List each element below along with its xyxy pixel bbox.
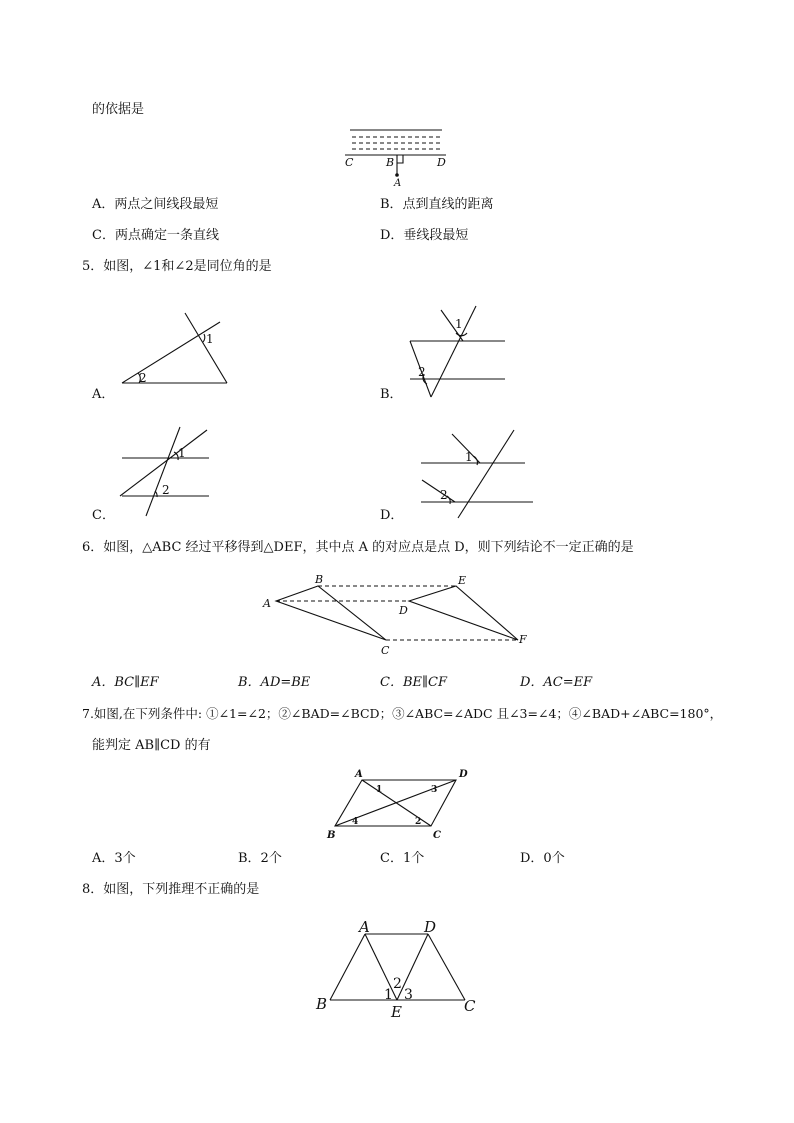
q5-figure-d <box>421 430 533 518</box>
q6-option-b[interactable]: B．AD=BE <box>238 675 311 690</box>
q5c-angle-1: 1 <box>178 446 186 460</box>
q5-option-c[interactable]: C． <box>92 508 115 523</box>
q7-label-b: B <box>327 830 336 841</box>
q4-option-d[interactable]: D．垂线段最短 <box>380 228 469 243</box>
q4-label-b: B <box>386 156 395 169</box>
q5-figure-a <box>122 313 227 385</box>
q4-option-c[interactable]: C．两点确定一条直线 <box>92 228 219 243</box>
q5-figure-b <box>410 306 505 397</box>
q4-option-b[interactable]: B．点到直线的距离 <box>380 197 494 212</box>
q5a-angle-1: 1 <box>206 332 214 346</box>
q8-angle-2: 2 <box>393 976 402 992</box>
q7-label-c: C <box>433 830 441 841</box>
q8-stem: 8．如图，下列推理不正确的是 <box>82 882 260 897</box>
q5c-angle-2: 2 <box>162 483 170 497</box>
q4-label-c: C <box>345 156 354 169</box>
q5a-angle-2: 2 <box>139 371 147 385</box>
q8-label-d: D <box>424 918 437 936</box>
q6-option-c[interactable]: C．BE∥CF <box>380 675 447 690</box>
q7-angle-4: 4 <box>352 817 359 827</box>
q5d-angle-2: 2 <box>440 488 448 502</box>
q8-label-b: B <box>316 995 328 1013</box>
q4-label-d: D <box>437 156 446 169</box>
q7-angle-1: 1 <box>376 785 383 795</box>
q7-label-a: A <box>355 769 363 780</box>
q6-label-e: E <box>458 574 467 587</box>
q5b-angle-2: 2 <box>418 365 426 379</box>
q6-label-f: F <box>519 633 527 646</box>
q7-stem: 7.如图,在下列条件中: ①∠1=∠2；②∠BAD=∠BCD；③∠ABC=∠ADC 且∠3=∠4；④∠BAD+∠ABC=180°， <box>82 706 723 721</box>
q4-option-a[interactable]: A．两点之间线段最短 <box>92 197 219 212</box>
q7-option-a[interactable]: A．3个 <box>92 851 136 866</box>
q6-stem: 6．如图，△ABC 经过平移得到△DEF，其中点 A 的对应点是点 D，则下列结论不一定正确的是 <box>82 540 634 555</box>
q5d-angle-1: 1 <box>465 450 473 464</box>
q6-label-c: C <box>381 644 390 657</box>
q8-label-e: E <box>391 1003 402 1021</box>
q7-angle-3: 3 <box>431 785 438 795</box>
q7-option-c[interactable]: C．1个 <box>380 851 425 866</box>
q6-option-a[interactable]: A．BC∥EF <box>92 675 159 690</box>
q5-figure-c <box>120 427 209 516</box>
q6-label-d: D <box>399 604 408 617</box>
q4-stem-tail: 的依据是 <box>92 102 145 117</box>
q7-option-b[interactable]: B．2个 <box>238 851 282 866</box>
q8-angle-3: 3 <box>404 987 413 1003</box>
q8-label-a: A <box>359 918 370 936</box>
q6-option-d[interactable]: D．AC=EF <box>520 675 593 690</box>
q5-option-b[interactable]: B． <box>380 387 403 402</box>
q5-option-a[interactable]: A． <box>92 387 115 402</box>
q5-option-d[interactable]: D． <box>380 508 404 523</box>
q8-angle-1: 1 <box>384 987 393 1003</box>
q7-label-d: D <box>459 769 468 780</box>
q6-label-b: B <box>315 573 324 586</box>
q5b-angle-1: 1 <box>455 317 463 331</box>
q7-option-d[interactable]: D．0个 <box>520 851 565 866</box>
q7-angle-2: 2 <box>415 817 422 827</box>
q6-label-a: A <box>263 597 271 610</box>
q4-label-a: A <box>394 178 402 189</box>
q5-stem: 5．如图，∠1和∠2是同位角的是 <box>82 259 272 274</box>
q7-stem-2: 能判定 AB∥CD 的有 <box>92 738 211 753</box>
q8-label-c: C <box>464 997 476 1015</box>
